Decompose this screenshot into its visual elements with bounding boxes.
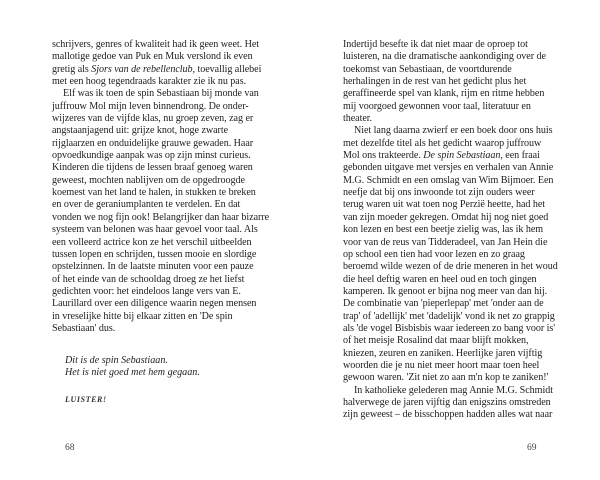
poem-shout: LUISTER! [65,395,107,404]
text-line: opvoedkundige aanpak was op zijn minst curieus. [52,150,251,162]
text-line: Niet lang daarna zwierf er een boek door ons huis [354,125,553,137]
text-line: geweest, mochten nablijven om de opgedroogde [52,174,245,186]
text-line: systeem van belonen was haar gevoel voor taal. Als [52,224,258,236]
text-segment: Mol ons trakteerde. [343,150,424,162]
page-number-left: 68 [65,443,75,453]
text-line: trap' of 'adellijk' met 'dadelijk' vond ik net zo grappig [343,310,555,322]
text-line: in vreselijke hitte bij elkaar zitten en 'De spin [52,310,233,322]
book-title: Sjors van de rebellenclub [91,63,193,75]
right-page [300,0,600,480]
text-line [343,150,543,162]
right-page-body [343,39,558,422]
text-line: koemest van het land te halen, in stukken te breken [52,187,256,199]
text-line: mallotige gedoe van Puk en Muk verslond ik even [52,51,253,63]
text-line: mij voorgoed gewonnen voor taal, literatuur en [343,100,531,112]
text-line: een volleerd actrice kon ze het verschil uitbeelden [52,236,252,248]
text-line: Kinderen die tijdens de lessen braaf genoeg waren [52,162,253,174]
text-line: kamperen. Ik genoot er bijna nog meer van dan hij. [343,285,548,297]
poem-line: Dit is de spin Sebastiaan. [65,355,168,366]
text-line: De combinatie van 'pieperlepap' met 'onder aan de [343,298,544,310]
text-line: halverwege de jaren vijftig dan enigszins omstreden [343,396,551,408]
text-line: of het einde van de schooldag droeg ze het liefst [52,273,245,285]
text-line: opstelzinnen. In de laatste minuten voor een pauze [52,261,254,273]
text-line: Laurillard over een diligence waarin negen mensen [52,298,257,310]
text-line: In katholieke gelederen mag Annie M.G. Schmidt [354,384,553,396]
text-segment: gretig als [52,63,92,75]
text-line: van zijn moeder gekregen. Omdat hij nog niet goed [343,211,549,223]
text-line: theater. [343,113,373,125]
text-line: kon lezen en best een beetje zielig was, las ik hem [343,224,544,236]
page-number-right: 69 [527,443,537,453]
text-line: en over de geraniumplanten te verdelen. En dat [52,199,241,211]
text-line: kniezen, zeuren en zaniken. Heerlijke jaren vijftig [343,347,543,359]
text-line: zijn geweest – de bisschoppen hadden alles wat naar [343,409,553,421]
text-line: als 'de vogel Bisbisbis waar iedereen zo bang voor is' [343,322,556,334]
text-line [52,63,262,76]
text-line: terug waren uit wat toen nog Perzië heette, had het [343,199,546,211]
text-line: woorden die je nu niet meer hoort maar toen heel [343,359,540,371]
text-line: herhalingen in de rest van het gedicht plus het [343,76,527,88]
text-line: of het meisje Rosalind dat maar blijft mokken, [343,335,529,347]
text-line: geraffineerde spel van klank, rijm en ritme hebben [343,88,545,100]
text-line: Sebastiaan' dus. [52,322,116,334]
poem-line: Het is niet goed met hem gegaan. [65,367,200,379]
text-segment: , toevallig allebei [192,63,262,75]
text-line: Indertijd besefte ik dat niet maar de oproep tot [343,39,528,50]
text-line: beroemd wilde wezen of de drie meneren in het woud [343,261,558,273]
text-line: juffrouw Mol mijn leven binnendrong. De onder- [52,100,249,112]
text-line: luisteren, na die dramatische aankondiging over de [343,51,546,63]
book-title: De spin Sebastiaan [423,150,501,162]
text-line: tussen lopen en schrijden, tussen mooie en slordige [52,248,257,260]
text-line: neefje dat bij ons inwoonde tot zijn ouders weer [343,187,535,199]
text-line: angstaanjagend uit: grijze knot, hoge zwarte [52,125,229,137]
text-line: wijzeres van de vijfde klas, nu groep zeven, zag er [52,113,254,125]
left-page-body [52,39,270,335]
text-segment: , een fraai [500,150,540,162]
poem-quote [65,355,200,380]
text-line: voor van de reus van Tidderadeel, van Jan Hein die [343,236,548,248]
text-line: met dezelfde titel als het gedicht waarop juffrouw [343,137,542,149]
text-line: toekomst van Sebastiaan, de voortdurende [343,63,512,75]
text-line: schrijvers, genres of kwaliteit had ik geen weet. Het [52,39,260,50]
text-line: gebonden uitgave met versjes en verhalen van Annie [343,162,554,174]
text-line: met een hoog tegendraads karakter zie ik nu pas. [52,76,247,88]
text-line: rijglaarzen en onduidelijke grauwe gewaden. Haar [52,137,254,149]
text-line: die heel deftig waren en heel oud en toch gingen [343,273,537,285]
text-line: vonden we nog fijn ook! Belangrijker dan haar bizarre [52,211,270,223]
text-line: gewoon waren. 'Zit niet zo aan m'n kop te zaniken!' [343,372,549,384]
text-line: M.G. Schmidt en een omslag van Wim Bijmoer. Een [343,174,554,186]
text-line: op school een tien had voor lezen en zo graag [343,248,525,260]
text-line: gedichten voor: het eindeloos lange vers van E. [52,285,241,297]
text-line: Elf was ik toen de spin Sebastiaan bij monde van [63,88,259,100]
